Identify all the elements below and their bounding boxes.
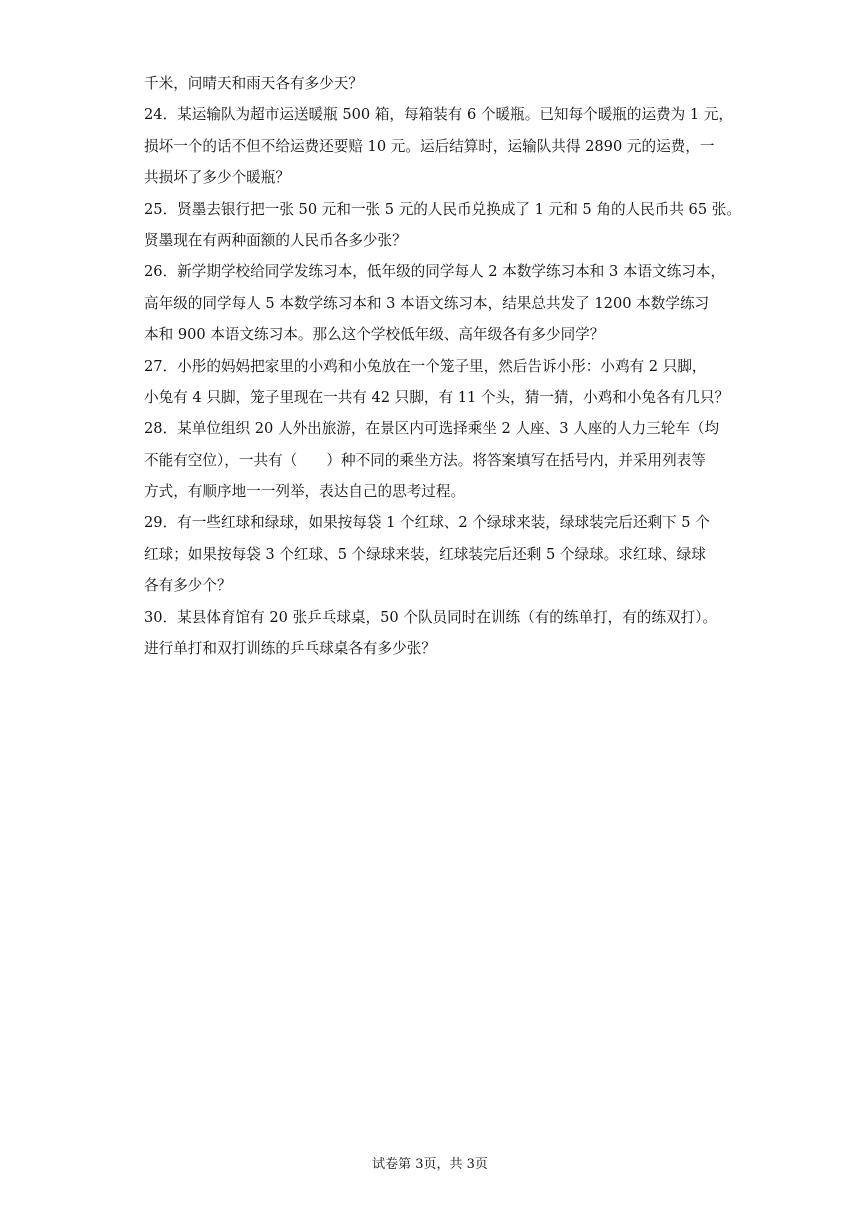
text-line: 各有多少个？	[144, 577, 232, 595]
text-line: 红球；如果按每袋 3 个红球、5 个绿球来装，红球装完后还剩 5 个绿球。求红球、绿球	[144, 545, 706, 563]
text-line: 高年级的同学每人 5 本数学练习本和 3 本语文练习本，结果总共发了 1200 本数学练习	[144, 294, 710, 312]
text-line: 进行单打和双打训练的乒乓球桌各有多少张？	[144, 640, 436, 658]
text-line: 30．某县体育馆有 20 张乒乓球桌，50 个队员同时在训练（有的练单打，有的练双打）。	[144, 608, 718, 626]
text-line: 千米，问晴天和雨天各有多少天？	[144, 75, 363, 92]
text-line: 共损坏了多少个暖瓶？	[144, 169, 290, 187]
question-content	[144, 68, 741, 664]
text-line: 26．新学期学校给同学发练习本，低年级的同学每人 2 本数学练习本和 3 本语文练习本，	[144, 263, 726, 281]
text-line: 不能有空位），一共有（ ）种不同的乘坐方法。将答案填写在括号内，并采用列表等	[144, 451, 706, 469]
page-footer: 试卷第 3页，共 3页	[372, 1157, 488, 1172]
text-line: 25．贤墨去银行把一张 50 元和一张 5 元的人民币兑换成了 1 元和 5 角的人民币共 65 张。	[144, 200, 741, 218]
text-line: 27．小彤的妈妈把家里的小鸡和小兔放在一个笼子里，然后告诉小彤：小鸡有 2 只脚，	[144, 357, 707, 375]
text-line: 方式，有顺序地一一列举，表达自己的思考过程。	[144, 483, 466, 501]
text-line: 损坏一个的话不但不给运费还要赔 10 元。运后结算时，运输队共得 2890 元的运费，一	[144, 137, 715, 155]
text-line: 本和 900 本语文练习本。那么这个学校低年级、高年级各有多少同学？	[144, 326, 605, 344]
text-line: 贤墨现在有两种面额的人民币各多少张？	[144, 231, 407, 249]
text-line: 24．某运输队为超市运送暖瓶 500 箱，每箱装有 6 个暖瓶。已知每个暖瓶的运费为 1 元，	[144, 106, 734, 124]
text-line: 小兔有 4 只脚，笼子里现在一共有 42 只脚，有 11 个头，猜一猜，小鸡和小兔各有几只？	[144, 388, 730, 406]
text-line: 29．有一些红球和绿球，如果按每袋 1 个红球、2 个绿球来装，绿球装完后还剩下 5 个	[144, 514, 710, 532]
text-line: 28．某单位组织 20 人外出旅游，在景区内可选择乘坐 2 人座、3 人座的人力三轮车（均	[144, 420, 720, 438]
